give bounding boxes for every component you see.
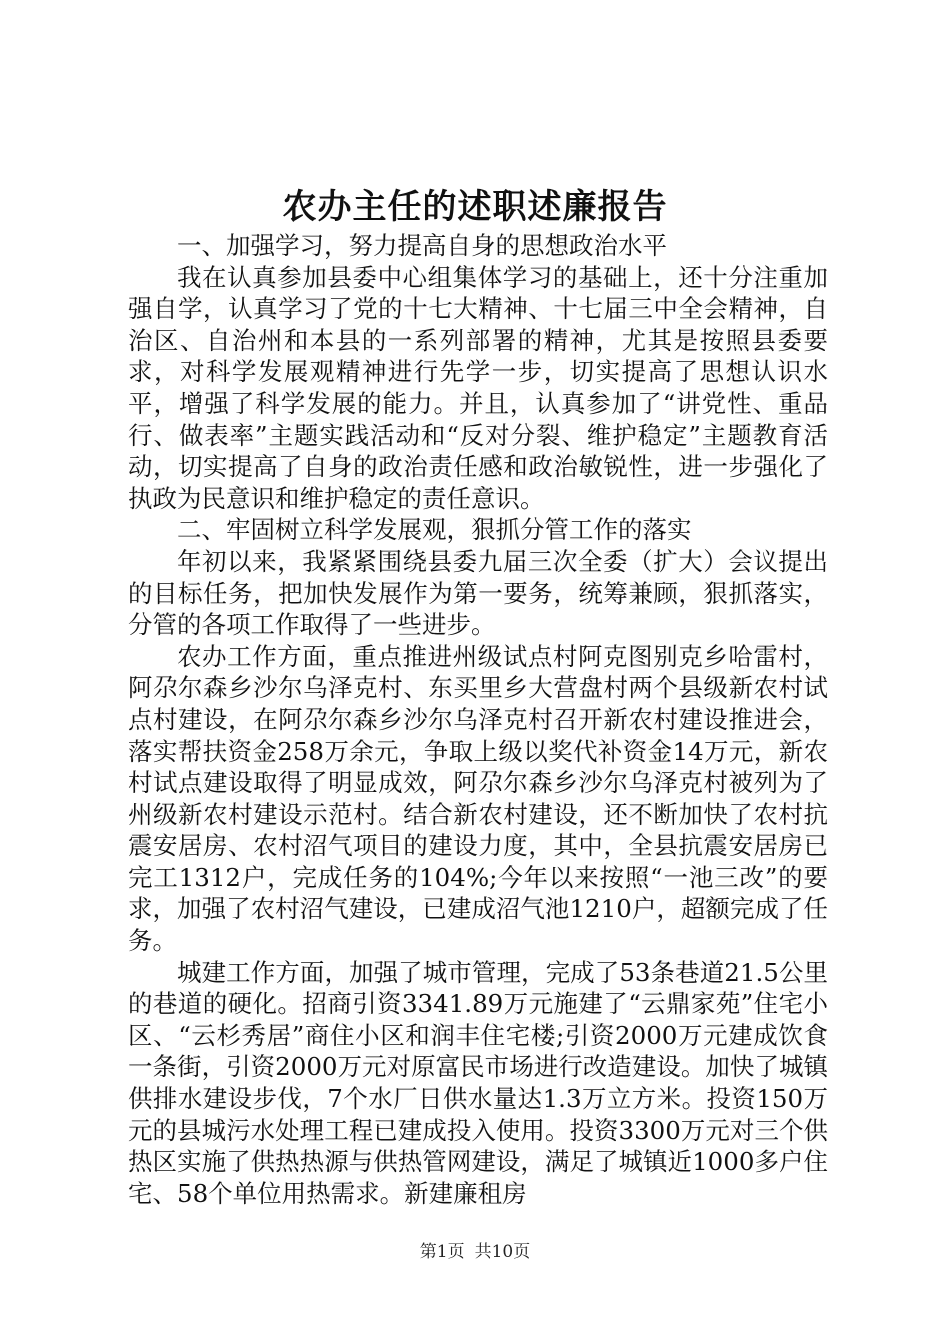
document-body <box>128 230 828 1209</box>
section-heading: 二、牢固树立科学发展观，狠抓分管工作的落实 <box>177 515 692 545</box>
body-paragraph: 城建工作方面，加强了城市管理，完成了53条巷道21.5公里的巷道的硬化。招商引资3341.89万元施建了“云鼎家苑”住宅小区、“云杉秀居”商住小区和润丰住宅楼;引资2000万元建成饮食一条街，引资2000万元对原富民市场进行改造建设。加快了城镇供排水建设步伐，7个水厂日供水量达1.3万立方米。投资150万元的县城污水处理工程已建成投入使用。投资3300万元对三个供热区实施了供热热源与供热管网建设，满足了城镇近1000多户住宅、58个单位用热需求。新建廉租房 <box>128 957 828 1208</box>
page-footer <box>0 1240 950 1264</box>
document-title: 农办主任的述职述廉报告 <box>282 187 668 227</box>
section-heading: 一、加强学习，努力提高自身的思想政治水平 <box>177 231 667 260</box>
body-paragraph: 农办工作方面，重点推进州级试点村阿克图别克乡哈雷村，阿尕尔森乡沙尔乌泽克村、东买里乡大营盘村两个县级新农村试点村建设，在阿尕尔森乡沙尔乌泽克村召开新农村建设推进会，落实帮扶资金258万余元，争取上级以奖代补资金14万元，新农村试点建设取得了明显成效，阿尕尔森乡沙尔乌泽克村被列为了州级新农村建设示范村。结合新农村建设，还不断加快了农村抗震安居房、农村沼气项目的建设力度，其中，全县抗震安居房已完工1312户，完成任务的104%;今年以来按照“一池三改”的要求，加强了农村沼气建设，已建成沼气池1210户，超额完成了任务。 <box>128 641 828 956</box>
body-paragraph: 我在认真参加县委中心组集体学习的基础上，还十分注重加强自学，认真学习了党的十七大精神、十七届三中全会精神，自治区、自治州和本县的一系列部署的精神，尤其是按照县委要求，对科学发展观精神进行先学一步，切实提高了思想认识水平，增强了科学发展的能力。并且，认真参加了“讲党性、重品行、做表率”主题实践活动和“反对分裂、维护稳定”主题教育活动，切实提高了自身的政治责任感和政治敏锐性，进一步强化了执政为民意识和维护稳定的责任意识。 <box>128 262 828 513</box>
page-number: 第1页 <box>419 1242 465 1262</box>
page-total: 共10页 <box>474 1242 531 1262</box>
body-paragraph: 年初以来，我紧紧围绕县委九届三次全委（扩大）会议提出的目标任务，把加快发展作为第一要务，统筹兼顾，狠抓落实，分管的各项工作取得了一些进步。 <box>128 546 828 640</box>
